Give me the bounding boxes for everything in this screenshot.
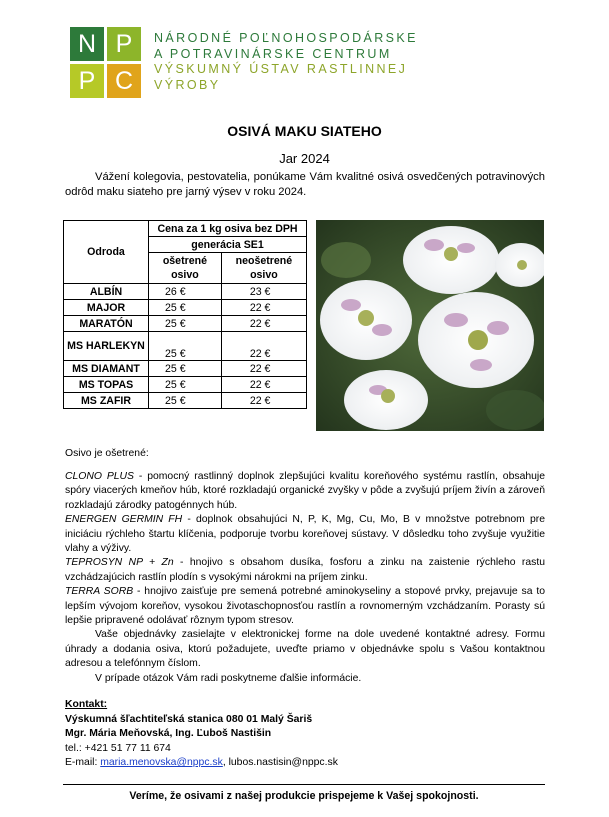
variety-name: ALBÍN	[64, 284, 149, 300]
variety-name: MAJOR	[64, 300, 149, 316]
logo-letter-n: N	[70, 27, 104, 61]
price-treated: 25 €	[149, 332, 222, 361]
org-line-4: VÝROBY	[154, 77, 221, 92]
treatment-name: TEPROSYN NP + Zn	[65, 557, 174, 569]
price-treated: 26 €	[149, 284, 222, 300]
treatment-list	[65, 470, 545, 686]
season: Jar 2024	[279, 151, 330, 166]
email-nastisin: lubos.nastisin@nppc.sk	[228, 757, 338, 769]
contact-heading: Kontakt:	[65, 699, 108, 710]
table-row	[64, 393, 307, 409]
price-untreated: 23 €	[221, 284, 306, 300]
price-treated: 25 €	[149, 300, 222, 316]
contact-station: Výskumná šľachtiteľská stanica 080 01 Malý Šariš	[65, 713, 313, 725]
footer-note: Veríme, že osivami z našej produkcie prispejeme k Vašej spokojnosti.	[63, 784, 545, 802]
email-label: E-mail:	[65, 757, 101, 769]
treatment-name: TERRA SORB	[65, 586, 134, 598]
table-row	[64, 361, 307, 377]
organization-name	[154, 31, 418, 93]
treatment-heading: Osivo je ošetrené:	[65, 448, 149, 459]
price-untreated: 22 €	[221, 361, 306, 377]
intro-paragraph	[65, 170, 545, 200]
contact-phone: tel.: +421 51 77 11 674	[65, 742, 171, 754]
logo-letter-p1: P	[107, 27, 141, 61]
col-generation: generácia SE1	[149, 237, 307, 253]
variety-name: MS HARLEKYN	[64, 332, 149, 361]
price-untreated: 22 €	[221, 332, 306, 361]
contact-block	[65, 698, 338, 771]
treatment-text: - doplnok obsahujúci N, P, K, Mg, Cu, Mo, B v množstve potrebnom pre iniciáciu rýchleho štartu klíčenia, podporuje tvorbu koreňovej sústavy. V dôsledku toho zvyšuje využitie vlahy a výživy.	[65, 514, 546, 555]
org-line-1: NÁRODNÉ POĽNOHOSPODÁRSKE	[154, 31, 418, 45]
treatment-name: CLONO PLUS	[65, 471, 134, 482]
variety-name: MARATÓN	[64, 316, 149, 332]
col-treated: ošetrené osivo	[149, 253, 222, 284]
page-title: OSIVÁ MAKU SIATEHO	[227, 123, 382, 139]
variety-name: MS DIAMANT	[64, 361, 149, 377]
price-untreated: 22 €	[221, 316, 306, 332]
treatment-section	[65, 447, 545, 461]
contact-persons: Mgr. Mária Meňovská, Ing. Ľuboš Nastišin	[65, 728, 272, 740]
intro-text: Vážení kolegovia, pestovatelia, ponúkame Vám kvalitné osivá osvedčených potravinových odrôd maku siateho pre jarný výsev v roku 2024.	[65, 171, 545, 198]
price-untreated: 22 €	[221, 300, 306, 316]
nppc-logo	[70, 27, 141, 98]
price-treated: 25 €	[149, 361, 222, 377]
poppy-photo	[316, 220, 544, 431]
col-variety: Odroda	[64, 221, 149, 284]
variety-name: MS TOPAS	[64, 377, 149, 393]
table-row	[64, 316, 307, 332]
col-price: Cena za 1 kg osiva bez DPH	[149, 221, 307, 237]
price-treated: 25 €	[149, 377, 222, 393]
org-line-2: A POTRAVINÁRSKE CENTRUM	[154, 46, 392, 61]
price-treated: 25 €	[149, 316, 222, 332]
variety-name: MS ZAFIR	[64, 393, 149, 409]
info-paragraph: V prípade otázok Vám radi poskytneme ďalšie informácie.	[95, 672, 362, 684]
treatment-name: ENERGEN GERMIN FH	[65, 514, 183, 526]
treatment-text: - hnojivo zaisťuje pre semená potrebné aminokyseliny a stopové prvky, prejavuje sa to lepším vývojom koreňov, vysokou životaschopnosťou rastlín a rovnomerným vzchádzaním. Porasty sú lepšie pripravené odolávať rôznym typom stresov.	[65, 586, 545, 627]
logo-letter-c: C	[107, 64, 141, 98]
order-paragraph: Vaše objednávky zasielajte v elektronickej forme na dole uvedené kontaktné adresy. Formu úhrady a dodania osiva, ktorú požadujete, uveďte priamo v objednávke spolu s Vašou kontaktnou adresou a telefónnym číslom.	[65, 629, 545, 670]
treatment-item	[65, 585, 545, 628]
treatment-text: - pomocný rastlinný doplnok zlepšujúci kvalitu koreňového systému rastlín, obsahuje spóry viacerých kmeňov húb, ktoré rozkladajú organické zvyšky v pôde a zvyšujú príjem živín a zároveň rozkladajú zárodky patogénnych húb.	[65, 471, 545, 511]
treatment-item	[65, 470, 545, 513]
org-line-3: VÝSKUMNÝ ÚSTAV RASTLINNEJ	[154, 62, 408, 76]
treatment-item	[65, 556, 545, 585]
table-row	[64, 300, 307, 316]
price-treated: 25 €	[149, 393, 222, 409]
table-row	[64, 284, 307, 300]
email-link-menovska[interactable]: maria.menovska@nppc.sk	[100, 757, 223, 769]
treatment-text: - hnojivo s obsahom dusíka, fosforu a zinku na zaistenie rýchleho rastu vzchádzajúcich rastlín plodín s vysokými nárokmi na príjem zinku.	[65, 557, 545, 583]
table-row	[64, 377, 307, 393]
email-separator: ,	[222, 757, 229, 769]
contact-email-line	[65, 756, 338, 771]
price-untreated: 22 €	[221, 393, 306, 409]
price-table	[63, 220, 307, 409]
col-untreated: neošetrené osivo	[221, 253, 306, 284]
table-row	[64, 332, 307, 361]
treatment-item	[65, 513, 545, 556]
price-untreated: 22 €	[221, 377, 306, 393]
logo-letter-p2: P	[70, 64, 104, 98]
